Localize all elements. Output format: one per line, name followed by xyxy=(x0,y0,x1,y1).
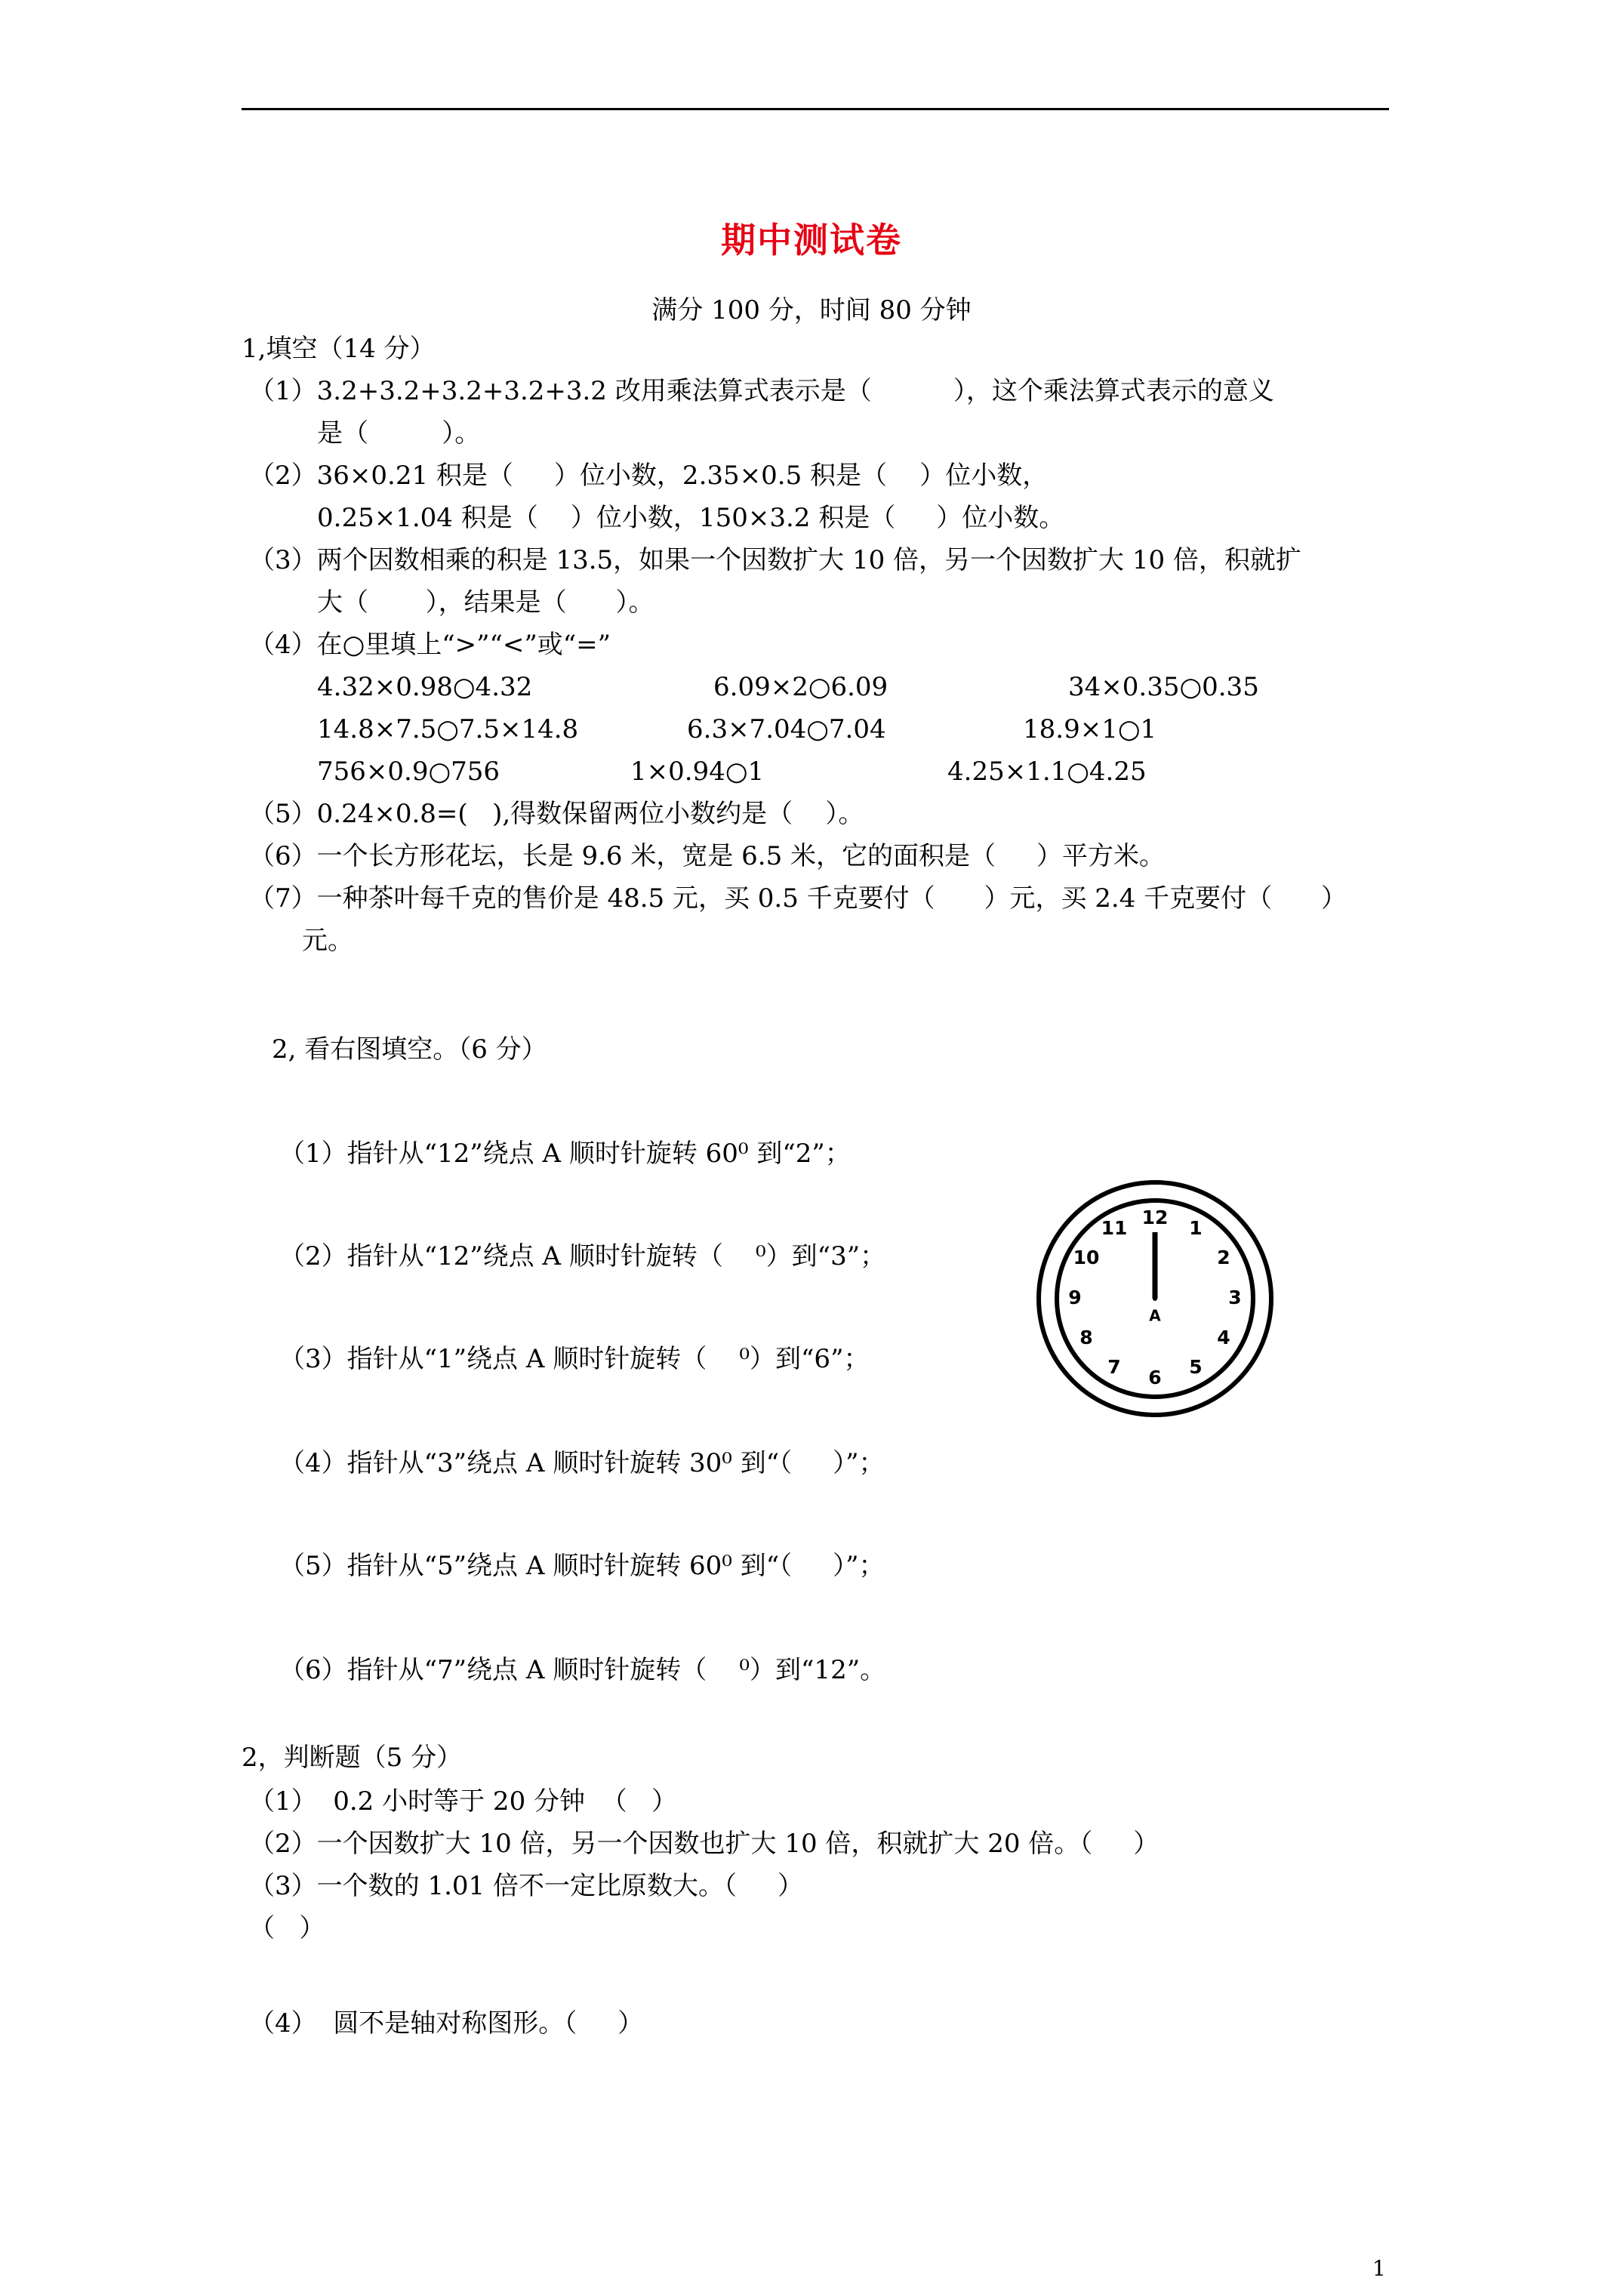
compare-item: 1×0.94○1 xyxy=(630,757,765,787)
clock-number: 4 xyxy=(1217,1327,1230,1348)
rotation-item: （3）指针从“1”绕点 A 顺时针旋转（ ⁰）到“6”； xyxy=(279,1344,870,1374)
page-title: 期中测试卷 xyxy=(721,220,902,260)
rotation-item: （1）指针从“12”绕点 A 顺时针旋转 60⁰ 到“2”； xyxy=(279,1139,851,1169)
section1-heading: 1,填空（14 分） xyxy=(242,334,436,364)
header-rule xyxy=(242,108,1389,110)
judge-item: （4） 圆不是轴对称图形。（ ） xyxy=(249,2008,644,2039)
clock-number: 11 xyxy=(1101,1217,1128,1239)
q5: （5）0.24×0.8=( ),得数保留两位小数约是（ ）。 xyxy=(249,799,864,829)
clock-number: 6 xyxy=(1148,1367,1162,1388)
q1-line1: （1）3.2+3.2+3.2+3.2+3.2 改用乘法算式表示是（ ），这个乘法算式表示的意义 xyxy=(249,376,1274,406)
q1-line2: 是（ ）。 xyxy=(317,418,481,448)
q6: （6）一个长方形花坛，长是 9.6 米，宽是 6.5 米，它的面积是（ ）平方米。 xyxy=(249,841,1166,871)
clock-number: 3 xyxy=(1228,1287,1242,1308)
compare-item: 4.25×1.1○4.25 xyxy=(947,757,1147,787)
compare-item: 756×0.9○756 xyxy=(317,757,500,787)
q7-line2: 元。 xyxy=(302,926,353,956)
q2-line2: 0.25×1.04 积是（ ）位小数，150×3.2 积是（ ）位小数。 xyxy=(317,503,1065,533)
rotation-item: （6）指针从“7”绕点 A 顺时针旋转（ ⁰）到“12”。 xyxy=(279,1655,886,1685)
clock-number: 9 xyxy=(1068,1287,1082,1308)
page-subtitle: 满分 100 分，时间 80 分钟 xyxy=(651,295,972,325)
judge-item: （2）一个因数扩大 10 倍，另一个因数也扩大 10 倍，积就扩大 20 倍。（ ） xyxy=(249,1829,1160,1859)
judge-item: （3）一个数的 1.01 倍不一定比原数大。（ ） xyxy=(249,1871,803,1901)
compare-item: 6.3×7.04○7.04 xyxy=(687,714,886,744)
judge-item: （ ） xyxy=(249,1913,325,1943)
rotation-item: （5）指针从“5”绕点 A 顺时针旋转 60⁰ 到“（ ）”； xyxy=(279,1551,885,1581)
rotation-item: （4）指针从“3”绕点 A 顺时针旋转 30⁰ 到“（ ）”； xyxy=(279,1448,885,1478)
page-number: 1 xyxy=(1372,2256,1386,2281)
clock-number: 12 xyxy=(1141,1207,1169,1228)
clock-center-dot xyxy=(1153,1296,1157,1301)
section3-heading: 2，判断题（5 分） xyxy=(242,1743,463,1773)
clock-number: 8 xyxy=(1079,1327,1093,1348)
section2-heading: 2, 看右图填空。（6 分） xyxy=(272,1034,547,1065)
q2-line1: （2）36×0.21 积是（ ）位小数，2.35×0.5 积是（ ）位小数， xyxy=(249,461,1049,491)
q3-line2: 大（ ），结果是（ ）。 xyxy=(317,587,654,618)
clock-number: 1 xyxy=(1189,1217,1203,1239)
clock-number: 7 xyxy=(1107,1356,1121,1378)
rotation-item: （2）指针从“12”绕点 A 顺时针旋转（ ⁰）到“3”； xyxy=(279,1241,886,1271)
clock-figure xyxy=(1034,1178,1276,1419)
q7-line1: （7）一种茶叶每千克的售价是 48.5 元，买 0.5 千克要付（ ）元，买 2.4 千克要付（ ） xyxy=(249,883,1347,914)
judge-item: （1） 0.2 小时等于 20 分钟 （ ） xyxy=(249,1786,678,1817)
clock-number: 10 xyxy=(1073,1247,1100,1268)
q4-heading: （4）在○里填上“>”“<”或“=” xyxy=(249,630,611,660)
q3-line1: （3）两个因数相乘的积是 13.5，如果一个因数扩大 10 倍，另一个因数扩大 10 倍，积就扩 xyxy=(249,545,1301,575)
clock-number: 2 xyxy=(1217,1247,1230,1268)
compare-item: 6.09×2○6.09 xyxy=(713,672,888,702)
clock-number: 5 xyxy=(1189,1356,1203,1378)
compare-item: 34×0.35○0.35 xyxy=(1068,672,1259,702)
clock-center-label: A xyxy=(1149,1306,1161,1325)
compare-item: 18.9×1○1 xyxy=(1023,714,1157,744)
compare-item: 4.32×0.98○4.32 xyxy=(317,672,533,702)
compare-item: 14.8×7.5○7.5×14.8 xyxy=(317,714,579,744)
